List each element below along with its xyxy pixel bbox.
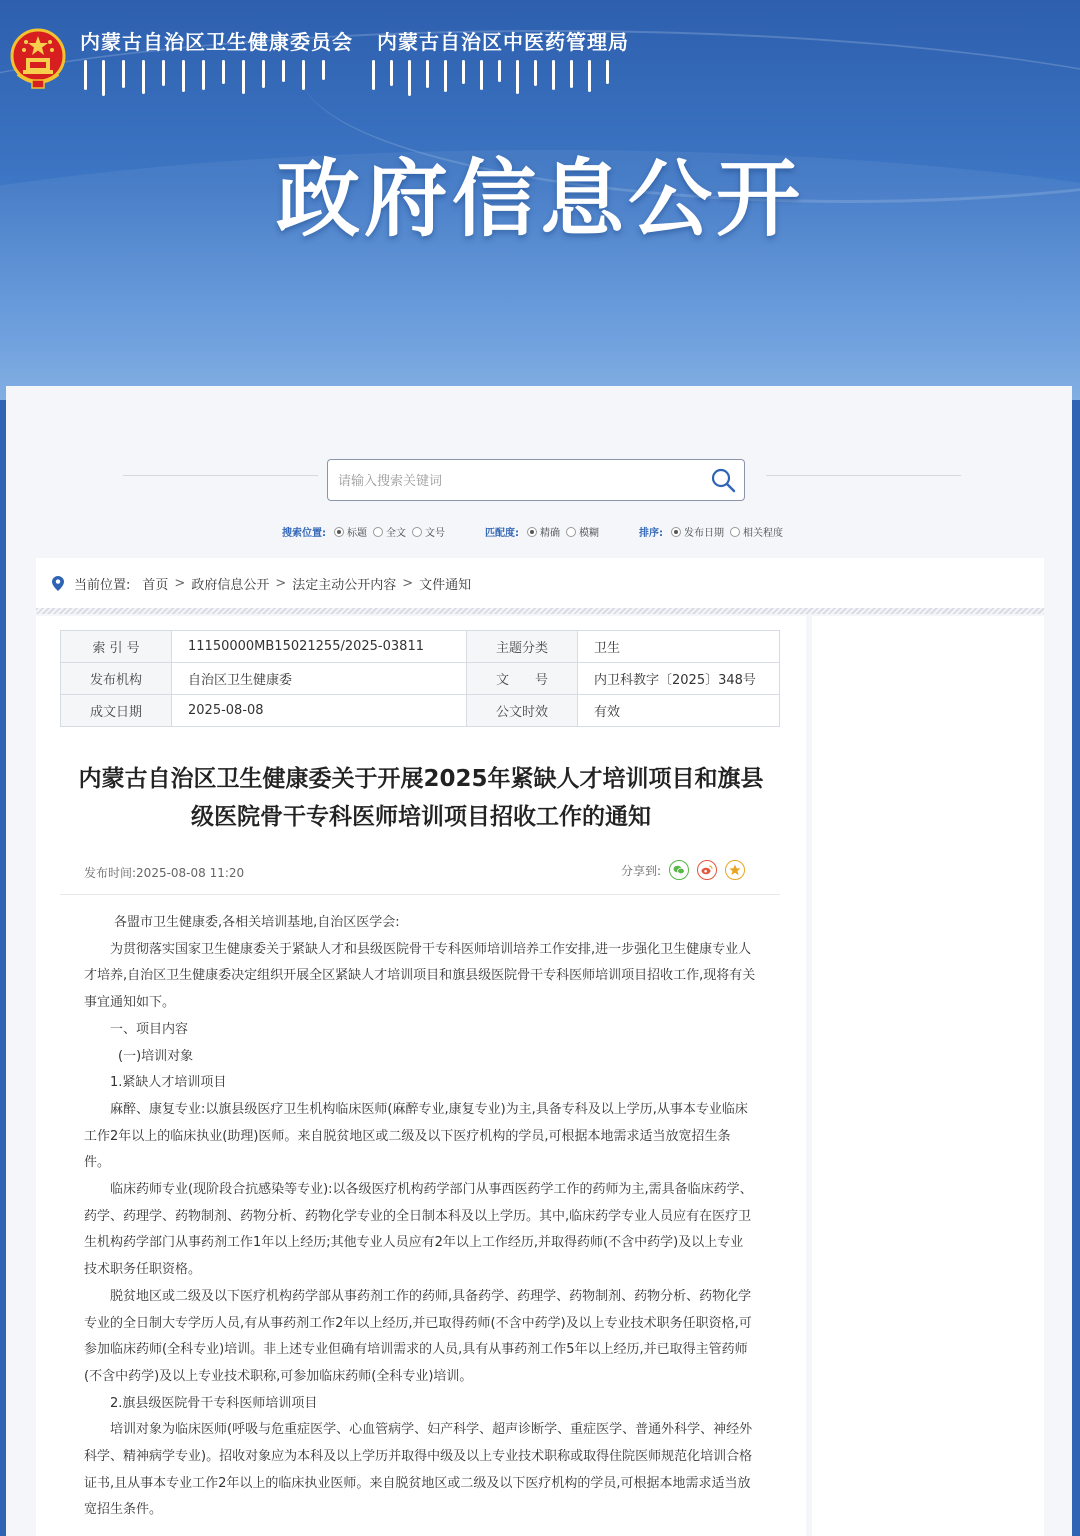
radio-icon (334, 527, 344, 537)
paragraph: 为贯彻落实国家卫生健康委关于紧缺人才和县级医院骨干专科医师培训培养工作安排,进一步强化卫生健康专业人才培养,自治区卫生健康委决定组织开展全区紧缺人才培训项目和旗县级医院骨干专科医师培训项目招收工作,现将有关事宜通知如下。 (84, 941, 756, 1011)
scope-option-title[interactable]: 标题 (334, 524, 367, 539)
dashed-divider (36, 608, 1044, 614)
paragraph: 临床药师专业(现阶段合抗感染等专业):以各级医疗机构药学部门从事西医药学工作的药师为主,需具备临床药学、药学、药理学、药物制剂、药物分析、药物化学专业的全日制本科及以上学历。其中,临床药学专业人员应有在医疗卫生机构药学部门从事药剂工作1年以上经历;其他专业人员应有2年以上工作经历,并取得药师(不含中药学)及以上专业技术职务任职资格。 (84, 1182, 753, 1278)
search-match-group (485, 524, 605, 539)
breadcrumb-label: 当前位置: (74, 578, 131, 593)
meta-topic-value: 卫生 (578, 631, 780, 663)
page-hero-title: 政府信息公开 (275, 150, 804, 248)
match-option-exact[interactable]: 精确 (527, 524, 560, 539)
breadcrumb-gov-info-link[interactable]: 政府信息公开 (191, 578, 270, 593)
document-metadata-table (60, 630, 780, 727)
article-container (36, 616, 806, 1536)
paragraph: (一)培训对象 (118, 1048, 194, 1064)
radio-icon (671, 527, 681, 537)
paragraph: 培训对象为临床医师(呼吸与危重症医学、心血管病学、妇产科学、超声诊断学、重症医学、普通外科学、神经外科学、精神病学专业)。招收对象应为本科及以上学历并取得中级及以上专业技术职称或取得住院医师规范化培训合格证书,且从事本专业工作2年以上的临床执业医师。来自脱贫地区或二级及以下医疗机构的学员,可根据本地需求适当放宽招生条件。 (84, 1422, 753, 1518)
sort-option-date[interactable]: 发布日期 (671, 524, 724, 539)
meta-docno-label: 文 号 (467, 663, 578, 695)
sort-option-relevance[interactable]: 相关程度 (730, 524, 783, 539)
search-scope-label: 搜索位置: (282, 528, 326, 539)
paragraph: 1.紧缺人才培训项目 (110, 1075, 227, 1091)
meta-issuer-value: 自治区卫生健康委 (172, 663, 467, 695)
breadcrumb-separator: > (275, 576, 287, 591)
radio-icon (730, 527, 740, 537)
mongolian-script-org-names (80, 60, 620, 100)
search-scope-group (282, 524, 451, 539)
match-option-fuzzy[interactable]: 模糊 (566, 524, 599, 539)
publish-time: 发布时间:2025-08-08 11:20 (84, 866, 245, 880)
meta-topic-label: 主题分类 (467, 631, 578, 663)
search-icon[interactable] (710, 467, 736, 493)
org-name-tcm-bureau: 内蒙古自治区中医药管理局 (377, 30, 629, 54)
breadcrumb-bar (36, 558, 1044, 608)
meta-date-label: 成文日期 (61, 695, 172, 727)
table-row (61, 695, 780, 727)
table-row (61, 631, 780, 663)
main-panel (6, 386, 1072, 1536)
radio-icon (527, 527, 537, 537)
org-name-health-commission: 内蒙古自治区卫生健康委员会 (80, 30, 353, 54)
meta-issuer-label: 发布机构 (61, 663, 172, 695)
share-label: 分享到: (621, 863, 662, 878)
meta-validity-value: 有效 (578, 695, 780, 727)
paragraph: 各盟市卫生健康委,各相关培训基地,自治区医学会: (114, 915, 400, 930)
scope-option-docno[interactable]: 文号 (412, 524, 445, 539)
breadcrumb-separator: > (402, 576, 414, 591)
breadcrumb-home-link[interactable]: 首页 (142, 578, 169, 593)
search-options (282, 524, 823, 539)
divider (766, 475, 961, 476)
divider (123, 475, 318, 476)
table-row (61, 663, 780, 695)
favorite-star-icon[interactable] (725, 860, 745, 880)
breadcrumb (52, 574, 471, 593)
meta-validity-label: 公文时效 (467, 695, 578, 727)
paragraph: 麻醉、康复专业:以旗县级医疗卫生机构临床医师(麻醉专业,康复专业)为主,具备专科及以上学历,从事本专业临床工作2年以上的临床执业(助理)医师。来自脱贫地区或二级及以下医疗机构的学员,可根据本地需求适当放宽招生条件。 (84, 1101, 748, 1171)
national-emblem-icon (10, 28, 66, 90)
wechat-share-icon[interactable] (669, 860, 689, 880)
meta-docno-value: 内卫科教字〔2025〕348号 (578, 663, 780, 695)
search-sort-group (639, 524, 789, 539)
sidebar-column (812, 616, 1044, 1536)
search-input[interactable] (336, 460, 700, 502)
header-banner (0, 0, 1080, 400)
weibo-share-icon[interactable] (697, 860, 717, 880)
share-bar (621, 860, 745, 880)
paragraph: 2.旗县级医院骨干专科医师培训项目 (110, 1395, 318, 1411)
article-title: 内蒙古自治区卫生健康委关于开展2025年紧缺人才培训项目和旗县级医院骨干专科医师培训项目招收工作的通知 (78, 766, 764, 830)
scope-option-fulltext[interactable]: 全文 (373, 524, 406, 539)
radio-icon (412, 527, 422, 537)
breadcrumb-notices-link[interactable]: 文件通知 (419, 578, 472, 593)
article-body (84, 910, 756, 1524)
divider (60, 894, 780, 895)
radio-icon (373, 527, 383, 537)
paragraph: 一、项目内容 (110, 1021, 189, 1037)
radio-icon (566, 527, 576, 537)
search-sort-label: 排序: (639, 528, 663, 539)
breadcrumb-separator: > (174, 576, 186, 591)
meta-date-value: 2025-08-08 (172, 695, 467, 727)
breadcrumb-statutory-link[interactable]: 法定主动公开内容 (292, 578, 397, 593)
meta-index-label: 索 引 号 (61, 631, 172, 663)
location-pin-icon (52, 576, 64, 591)
search-box (327, 459, 745, 501)
meta-index-value: 11150000MB15021255/2025-03811 (172, 631, 467, 663)
search-match-label: 匹配度: (485, 528, 519, 539)
paragraph: 脱贫地区或二级及以下医疗机构药学部从事药剂工作的药师,具备药学、药理学、药物制剂、药物分析、药物化学专业的全日制大专学历人员,有从事药剂工作2年以上经历,并已取得药师(不含中药学)及以上专业技术职务任职资格,可参加临床药师(全科专业)培训。非上述专业但确有培训需求的人员,具有从事药剂工作5年以上经历,并已取得主管药师(不含中药学)及以上专业技术职称,可参加临床药师(全科专业)培训。 (84, 1288, 752, 1384)
